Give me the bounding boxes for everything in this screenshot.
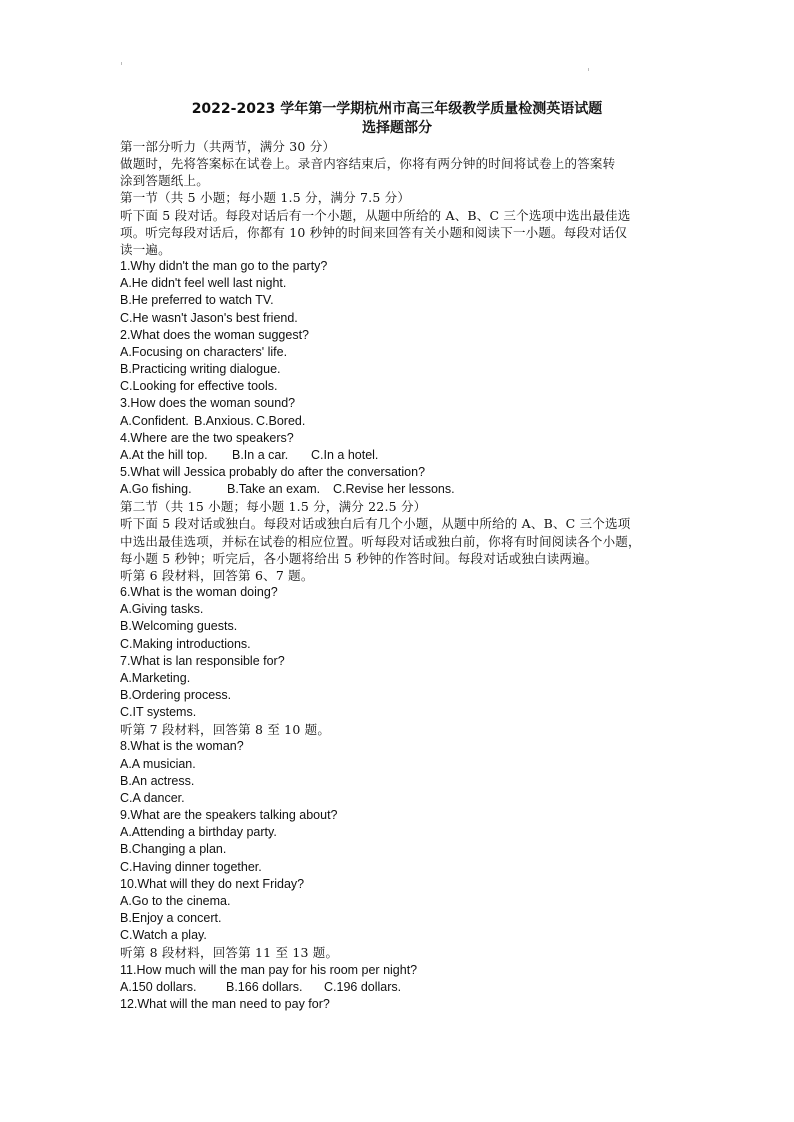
option: B.Take an exam. (227, 482, 321, 497)
question-1: 1.Why didn't the man go to the party? (120, 259, 328, 274)
option: A.Giving tasks. (120, 602, 204, 617)
option: B.An actress. (120, 773, 195, 788)
option: A.A musician. (120, 756, 196, 771)
exam-content (120, 138, 680, 1013)
question-2: 2.What does the woman suggest? (120, 327, 310, 342)
option: C.A dancer. (120, 790, 185, 805)
option: C.Having dinner together. (120, 859, 262, 874)
instruction-text: 听下面 5 段对话或独白。每段对话或独白后有几个小题，从题中所给的 A、B、C 三个选项 (120, 516, 631, 532)
question-5: 5.What will Jessica probably do after the conversation? (120, 464, 426, 479)
option: A.He didn't feel well last night. (120, 276, 287, 291)
option: B.Changing a plan. (120, 842, 227, 857)
instruction-text: 读一遍。 (120, 241, 171, 257)
options-row (120, 481, 680, 498)
part-heading: 第二节（共 15 小题；每小题 1.5 分，满分 22.5 分） (120, 499, 427, 515)
options-row (120, 447, 680, 464)
question-8: 8.What is the woman? (120, 739, 244, 754)
option: B.Welcoming guests. (120, 619, 238, 634)
material-heading: 听第 7 段材料，回答第 8 至 10 题。 (120, 722, 331, 738)
option: A.Go to the cinema. (120, 893, 231, 908)
option: C.196 dollars. (324, 979, 402, 994)
exam-subtitle: 选择题部分 (362, 120, 432, 136)
instruction-text: 中选出最佳选项，并标在试卷的相应位置。听每段对话或独白前，你将有时间阅读各个小题， (120, 533, 641, 549)
option: C.Revise her lessons. (333, 482, 455, 497)
option: A.Marketing. (120, 670, 191, 685)
options-row (120, 979, 680, 996)
option: B.In a car. (232, 447, 289, 462)
instruction-text: 项。听完每段对话后，你都有 10 秒钟的时间来回答有关小题和阅读下一小题。每段对话仅 (120, 224, 628, 240)
option: B.Practicing writing dialogue. (120, 362, 281, 377)
option: C.Watch a play. (120, 928, 207, 943)
option: A.Go fishing. (120, 482, 192, 497)
option: C.Making introductions. (120, 636, 251, 651)
option: C.IT systems. (120, 705, 197, 720)
exam-title: 2022-2023 学年第一学期杭州市高三年级教学质量检测英语试题 (191, 101, 603, 117)
question-7: 7.What is lan responsible for? (120, 653, 285, 668)
part-heading: 第一节（共 5 小题；每小题 1.5 分，满分 7.5 分） (120, 190, 411, 206)
question-3: 3.How does the woman sound? (120, 396, 296, 411)
option: B.He preferred to watch TV. (120, 293, 274, 308)
question-6: 6.What is the woman doing? (120, 585, 278, 600)
instruction-text: 听下面 5 段对话。每段对话后有一个小题，从题中所给的 A、B、C 三个选项中选出最佳选 (120, 207, 631, 223)
option: B.166 dollars. (226, 979, 303, 994)
section-heading: 第一部分听力（共两节，满分 30 分） (120, 139, 336, 154)
option: A.Confident. (120, 413, 189, 428)
scan-mark (121, 62, 122, 65)
material-heading: 听第 8 段材料，回答第 11 至 13 题。 (120, 945, 339, 961)
option: A.At the hill top. (120, 447, 208, 462)
option: C.He wasn't Jason's best friend. (120, 310, 298, 325)
option: A.Focusing on characters' life. (120, 344, 288, 359)
question-12: 12.What will the man need to pay for? (120, 996, 330, 1011)
scan-mark (588, 68, 589, 71)
question-9: 9.What are the speakers talking about? (120, 808, 338, 823)
instruction-text: 涂到答题纸上。 (120, 173, 209, 189)
option: C.Bored. (256, 413, 306, 428)
instruction-text: 每小题 5 秒钟；听完后，各小题将给出 5 秒钟的作答时间。每段对话或独白读两遍。 (120, 550, 598, 566)
question-4: 4.Where are the two speakers? (120, 430, 294, 445)
option: A.150 dollars. (120, 979, 197, 994)
option: C.In a hotel. (311, 447, 379, 462)
instruction-text: 做题时，先将答案标在试卷上。录音内容结束后，你将有两分钟的时间将试卷上的答案转 (120, 156, 616, 172)
material-heading: 听第 6 段材料，回答第 6、7 题。 (120, 567, 314, 583)
question-11: 11.How much will the man pay for his room per night? (120, 962, 418, 977)
question-10: 10.What will they do next Friday? (120, 876, 305, 891)
options-row (120, 413, 680, 430)
option: C.Looking for effective tools. (120, 379, 278, 394)
option: B.Ordering process. (120, 688, 232, 702)
option: A.Attending a birthday party. (120, 825, 277, 840)
option: B.Enjoy a concert. (120, 911, 222, 926)
option: B.Anxious. (194, 413, 254, 428)
